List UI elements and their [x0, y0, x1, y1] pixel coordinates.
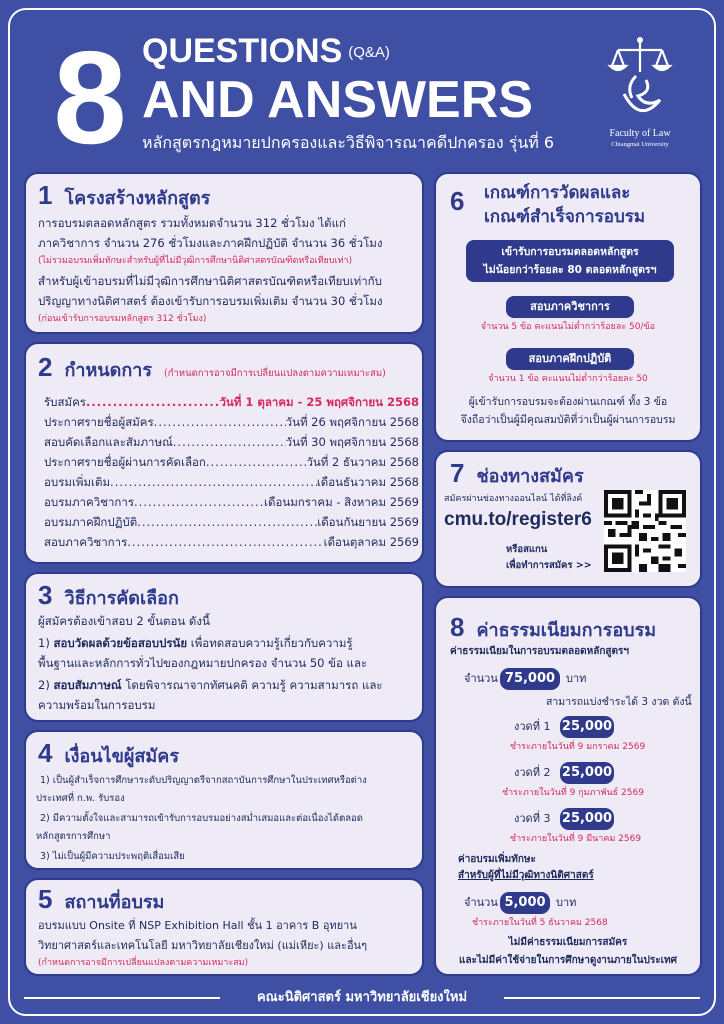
schedule-row: ประกาศรายชื่อผู้สมัคร ..... วันที่ 26 พฤศจิกายน 2568 [44, 412, 419, 432]
header-qa: (Q&A) [348, 44, 390, 62]
s3-line-5: ความพร้อมในการอบรม [38, 698, 156, 712]
section-3-card [24, 572, 424, 722]
s1-line-1: การอบรมตลอดหลักสูตร รวมทั้งหมดจำนวน 312 ชั่วโมง ได้แก่ [38, 216, 346, 230]
s1-line-6: (ก่อนเข้ารับการอบรมหลักสูตร 312 ชั่วโมง) [38, 314, 207, 324]
installment-amount: 25,000 [560, 716, 614, 738]
s3-line-2: 1) สอบวัดผลด้วยข้อสอบปรนัย เพื่อทดสอบความรู้เกี่ยวกับความรู้ [38, 636, 353, 650]
s4-line-1: 1) เป็นผู้สำเร็จการศึกษาระดับปริญญาตรีจากสถาบันการศึกษาในประเทศหรือต่าง [40, 775, 367, 786]
installment-label: งวดที่ 2 [514, 766, 551, 779]
installment-due: ชำระภายในวันที่ 9 กุมภาพันธ์ 2569 [502, 788, 644, 798]
s5-line-1: อบรมแบบ Onsite ที่ NSP Exhibition Hall ชั้น 1 อาคาร B อุทยาน [38, 919, 357, 932]
schedule-row: ประกาศรายชื่อผู้ผ่านการคัดเลือก ..... วันที่ 2 ธันวาคม 2568 [44, 452, 419, 472]
extra-fee-title-1: ค่าอบรมเพิ่มทักษะ [458, 854, 536, 865]
total-fee-unit: บาท [566, 672, 587, 685]
s4-line-5: 3) ไม่เป็นผู้มีความประพฤติเสื่อมเสีย [40, 851, 185, 862]
section-3-title: 3 วิธีการคัดเลือก [38, 580, 179, 610]
s1-line-2: ภาควิชาการ จำนวน 276 ชั่วโมงและภาคฝึกปฏิบัติ จำนวน 36 ชั่วโมง [38, 236, 383, 250]
section-2-card [24, 342, 424, 564]
s4-line-4: หลักสูตรการศึกษา [36, 831, 111, 842]
schedule-row: สอบภาควิชาการ ..... เดือนตุลาคม 2569 [44, 532, 419, 552]
extra-fee-label: จำนวน [464, 896, 498, 909]
s7-scan-1: หรือสแกน [506, 544, 548, 555]
s7-line-1: สมัครผ่านช่องทางออนไลน์ ได้ที่ลิงค์ [444, 494, 583, 504]
installment-amount: 25,000 [560, 808, 614, 830]
register-link[interactable]: cmu.to/register6 [444, 509, 592, 530]
schedule-row: อบรมภาคฝึกปฏิบัติ ..... เดือนกันยายน 2569 [44, 512, 419, 532]
section-5-title: 5 สถานที่อบรม [38, 884, 165, 914]
s3-line-3: พื้นฐานและหลักการทั่วไปของกฎหมายปกครอง จำนวน 50 ข้อ และ [38, 656, 368, 670]
practical-exam-note: จำนวน 1 ข้อ คะแนนไม่ต่ำกว่าร้อยละ 50 [488, 374, 648, 384]
s1-line-4: สำหรับผู้เข้าอบรมที่ไม่มีวุฒิการศึกษานิติศาสตรบัณฑิตหรือเทียบเท่ากับ [38, 274, 382, 288]
s8-foot-1: ไม่มีค่าธรรมเนียมการสมัคร [508, 937, 628, 948]
header-subtitle: หลักสูตรกฎหมายปกครองและวิธีพิจารณาคดีปกครอง รุ่นที่ 6 [142, 133, 555, 152]
extra-fee-title-2: สำหรับผู้ที่ไม่มีวุฒิทางนิติศาสตร์ [458, 870, 594, 881]
section-6-title-1: เกณฑ์การวัดผลและ [484, 183, 631, 203]
attendance-pill: เข้ารับการอบรมตลอดหลักสูตร ไม่น้อยกว่าร้อยละ 80 ตลอดหลักสูตรฯ [466, 240, 674, 282]
section-2-title: 2 กำหนดการ (กำหนดการอาจมีการเปลี่ยนแปลงตามความเหมาะสม) [38, 352, 386, 382]
footer-divider-right [504, 997, 700, 999]
schedule-row: สอบคัดเลือกและสัมภาษณ์ ..... วันที่ 30 พฤศจิกายน 2568 [44, 432, 419, 452]
schedule-row: อบรมเพิ่มเติม ..... เดือนธันวาคม 2568 [44, 472, 419, 492]
installment-due: ชำระภายในวันที่ 9 มีนาคม 2569 [510, 834, 642, 844]
section-1-title: 1 โครงสร้างหลักสูตร [38, 180, 211, 210]
s7-scan-2: เพื่อทำการสมัคร >> [506, 560, 592, 571]
section-8-card [434, 596, 702, 976]
academic-exam-pill: สอบภาควิชาการ [506, 296, 634, 318]
section-6-number: 6 [450, 186, 465, 216]
faculty-logo [600, 36, 680, 150]
extra-fee-due: ชำระภายในวันที่ 5 ธันวาคม 2568 [472, 918, 608, 928]
total-fee-label: จำนวน [464, 672, 498, 685]
s1-line-3: (ไม่รวมอบรมเพิ่มทักษะสำหรับผู้ที่ไม่มีวุฒิการศึกษานิติศาสตรบัณฑิตหรือเทียบเท่า) [38, 256, 353, 266]
schedule-row: อบรมภาควิชาการ ..... เดือนมกราคม - สิงหาคม 2569 [44, 492, 419, 512]
s6-line-2: จึงถือว่าเป็นผู้มีคุณสมบัติที่ว่าเป็นผู้ผ่านการอบรม [460, 414, 676, 426]
section-6-card [434, 172, 702, 442]
header-number: 8 [53, 24, 127, 171]
s4-line-2: ประเทศที่ ก.พ. รับรอง [36, 793, 125, 804]
section-1-card [24, 172, 424, 334]
s3-line-1: ผู้สมัครต้องเข้าสอบ 2 ขั้นตอน ดังนี้ [38, 614, 210, 628]
section-7-card [434, 450, 702, 588]
s8-subtitle: ค่าธรรมเนียมในการอบรมตลอดหลักสูตรฯ [450, 646, 630, 657]
s1-line-5: ปริญญาทางนิติศาสตร์ ต้องเข้ารับการอบรมเพิ่มเติม จำนวน 30 ชั่วโมง [38, 294, 383, 308]
total-fee-amount: 75,000 [500, 668, 560, 690]
scales-of-justice-icon [606, 36, 674, 126]
installment-label: งวดที่ 3 [514, 812, 551, 825]
extra-fee-unit: บาท [556, 896, 577, 909]
s8-foot-2: และไม่มีค่าใช้จ่ายในการศึกษาดูงานภายในประเทศ [459, 955, 677, 966]
header-questions: QUESTIONS (Q&A) [142, 32, 390, 70]
logo-title: Faculty of Law [609, 128, 671, 139]
s5-line-2: วิทยาศาสตร์และเทคโนโลยี มหาวิทยาลัยเชียงใหม่ (แม่เหียะ) และอื่นๆ [38, 939, 367, 952]
installment-label: งวดที่ 1 [514, 720, 551, 733]
section-5-card [24, 878, 424, 976]
schedule-row: รับสมัคร ..... วันที่ 1 ตุลาคม - 25 พฤศจิกายน 2568 [44, 392, 419, 412]
section-8-title: 8 ค่าธรรมเนียมการอบรม [450, 612, 657, 642]
s5-line-3: (กำหนดการอาจมีการเปลี่ยนแปลงตามความเหมาะสม) [38, 958, 249, 968]
section-6-title-2: เกณฑ์สำเร็จการอบรม [484, 207, 646, 227]
footer-text: คณะนิติศาสตร์ มหาวิทยาลัยเชียงใหม่ [256, 990, 468, 1005]
academic-exam-note: จำนวน 5 ข้อ คะแนนไม่ต่ำกว่าร้อยละ 50/ข้อ [480, 322, 656, 332]
s6-line-1: ผู้เข้ารับการอบรมจะต้องผ่านเกณฑ์ ทั้ง 3 ข้อ [468, 396, 668, 408]
qr-code-icon[interactable] [604, 490, 686, 572]
installment-amount: 25,000 [560, 762, 614, 784]
extra-fee-amount: 5,000 [500, 892, 550, 914]
section-4-card [24, 730, 424, 870]
section-7-title: 7 ช่องทางสมัคร [450, 458, 584, 488]
s3-line-4: 2) สอบสัมภาษณ์ โดยพิจารณาจากทัศนคติ ความรู้ ความสามารถ และ [38, 678, 383, 692]
installment-note: สามารถแบ่งชำระได้ 3 งวด ดังนี้ [546, 696, 692, 708]
practical-exam-pill: สอบภาคฝึกปฏิบัติ [506, 348, 634, 370]
section-4-title: 4 เงื่อนไขผู้สมัคร [38, 738, 179, 768]
header-answers: AND ANSWERS [142, 71, 533, 129]
logo-subtitle: Chiangmai University [611, 141, 669, 148]
installment-due: ชำระภายในวันที่ 9 มกราคม 2569 [510, 742, 646, 752]
s4-line-3: 2) มีความตั้งใจและสามารถเข้ารับการอบรมอย่างสม่ำเสมอและต่อเนื่องได้ตลอด [40, 813, 363, 824]
